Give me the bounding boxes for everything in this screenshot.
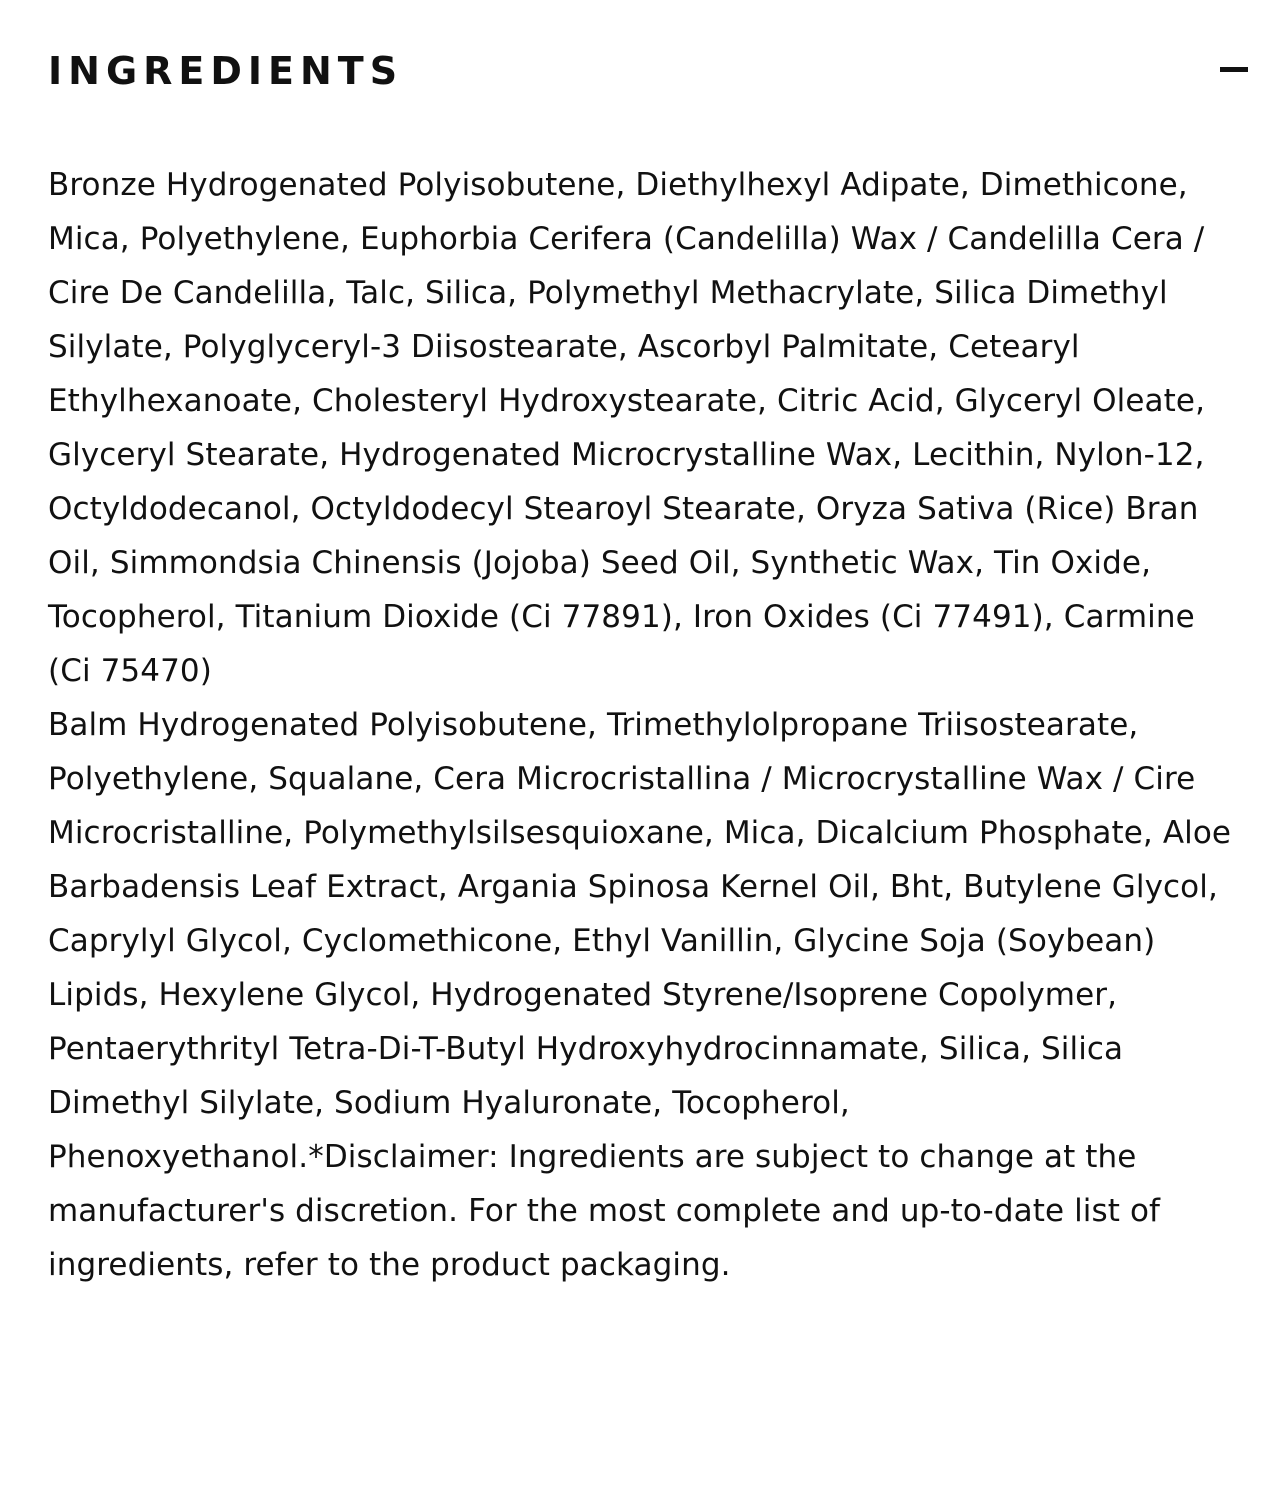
balm-ingredients-text: Balm Hydrogenated Polyisobutene, Trimethylolpropane Triisostearate, Polyethylene, Squalane, Cera Microcristallina / Microcrystalline Wax / Cire Microcristalline, Polymethylsilsesquioxane, Mica, Dicalcium Phosphate, Aloe Barbadensis Leaf Extract, Argania Spinosa Kernel Oil, Bht, Butylene Glycol, Caprylyl Glycol, Cyclomethicone, Ethyl Vanillin, Glycine Soja (Soybean) Lipids, Hexylene Glycol, Hydrogenated Styrene/Isoprene Copolymer, Pentaerythrityl Tetra-Di-T-Butyl Hydroxyhydrocinnamate, Silica, Silica Dimethyl Silylate, Sodium Hyaluronate, Tocopherol, Phenoxyethanol.*Disclaimer: Ingredients are subject to change at the manufacturer's discretion. For the most complete and up-to-date list of ingredients, refer to the product packaging. (48, 707, 1232, 1283)
minus-bar (1220, 67, 1248, 72)
minus-icon[interactable] (1216, 54, 1252, 88)
section-title: INGREDIENTS (48, 49, 404, 93)
bronze-ingredients-text: Bronze Hydrogenated Polyisobutene, Diethylhexyl Adipate, Dimethicone, Mica, Polyethylene, Euphorbia Cerifera (Candelilla) Wax / Candelilla Cera / Cire De Candelilla, Talc, Silica, Polymethyl Methacrylate, Silica Dimethyl Silylate, Polyglyceryl-3 Diisostearate, Ascorbyl Palmitate, Cetearyl Ethylhexanoate, Cholesteryl Hydroxystearate, Citric Acid, Glyceryl Oleate, Glyceryl Stearate, Hydrogenated Microcrystalline Wax, Lecithin, Nylon-12, Octyldodecanol, Octyldodecyl Stearoyl Stearate, Oryza Sativa (Rice) Bran Oil, Simmondsia Chinensis (Jojoba) Seed Oil, Synthetic Wax, Tin Oxide, Tocopherol, Titanium Dioxide (Ci 77891), Iron Oxides (Ci 77491), Carmine (Ci 75470) (48, 167, 1206, 689)
ingredients-accordion-body (48, 158, 1244, 1292)
ingredients-accordion-header[interactable] (0, 0, 1282, 140)
